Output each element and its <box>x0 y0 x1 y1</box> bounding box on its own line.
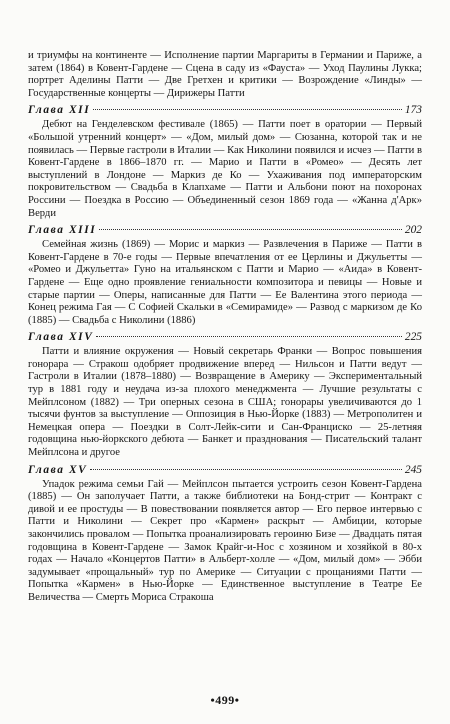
chapter-heading <box>28 223 422 237</box>
chapter-summary: Семейная жизнь (1869) — Морис и маркиз — Развлечения в Париже — Патти в Ковент-Гардене в 70-е годы — Первые впечатления от ее Церлины и Джульетты — «Ромео и Джульетта» Гуно на итальянском с Патти и Марио — «Аида» в Ковент-Гардене — Еще одно проявление гениальности композитора и певицы — Новые и старые партии — Оперы, написанные для Патти — Ее Валентина этого периода — Конец режима Гая — С Софией Скальки в «Семирамиде» — Развод с маркизом де Ко (1885) — Свадьба с Николини (1886) <box>28 239 422 326</box>
chapter-summary: Упадок режима семьи Гай — Мейплсон пытается устроить сезон Ковент-Гардена (1885) — Он заполучает Патти, а также библиотеки на Бонд-стрит — Контракт с дивой и ее простуды — В повествовании появляется автор — Его первое интервью с Патти и Николини — Секрет про «Кармен» раскрыт — Амбиции, которые закончились провалом — Попытка проанализировать героиню Бизе — Двадцать пятая годовщина в Ковент-Гардене — Замок Крайг-и-Нос с хозяином и хозяйкой в 80-х годах — Начало «Концертов Патти» в Альберт-холле — «Дом, милый дом» — Эбби задумывает «прощальный» тур по Америке — Ситуации с прощаниями Патти — Попытка «Кармен» в Нью-Йорке — Единственное выступление в Театре Ее Величества — Смерть Мориса Стракоша <box>28 478 422 603</box>
chapter-heading <box>28 330 422 344</box>
chapter-number: XII <box>68 104 91 117</box>
chapter-label: Глава <box>28 104 65 117</box>
chapter-number: XV <box>68 463 88 476</box>
dot-leader <box>90 469 402 470</box>
dot-leader <box>99 229 402 230</box>
chapter-xv <box>28 463 422 605</box>
chapter-title <box>28 103 90 117</box>
page-number: •499• <box>210 693 240 707</box>
chapter-xii <box>28 103 422 220</box>
chapter-number: XIV <box>68 331 94 344</box>
chapter-title <box>28 463 87 477</box>
chapter-summary: Дебют на Генделевском фестивале (1865) — Патти поет в оратории — Первый «Большой утренний концерт» — «Дом, милый дом» — Сюзанна, которой так и не появилась — Первые гастроли в Италии — Как Николини появился и исчез — Патти в Ковент-Гардене в 1866–1870 гг. — Марио и Патти в «Ромео» — Десять лет выступлений в Лондоне — Маркиз де Ко — Ухаживания под императорским покровительством — Свадьба в Клапхаме — Патти и Альбони поют на похоронах Россини — Поездка в Россию — Объединенный сезон 1869 года — «Жанна д'Арк» Верди <box>28 119 422 219</box>
chapter-page-number: 173 <box>404 104 422 117</box>
dot-leader <box>96 336 401 337</box>
chapter-number: XIII <box>68 224 97 237</box>
chapter-page-number: 245 <box>404 463 422 476</box>
intro-paragraph: и триумфы на континенте — Исполнение партии Маргариты в Германии и Париже, а затем (1864) в Ковент-Гардене — Сцена в саду из «Фауста» — Уход Паулины Лукка; портрет Аделины Патти — Две Гретхен и критики — Возрождение «Линды» — Государственные концерты — Дирижеры Патти <box>28 50 422 99</box>
chapter-label: Глава <box>28 331 65 344</box>
chapter-heading <box>28 103 422 117</box>
chapter-label: Глава <box>28 463 65 476</box>
chapter-title <box>28 223 96 237</box>
chapter-page-number: 225 <box>404 331 422 344</box>
chapter-xiii <box>28 223 422 327</box>
chapter-title <box>28 330 93 344</box>
chapter-summary: Патти и влияние окружения — Новый секретарь Франки — Вопрос повышения гонорара — Стракош одобряет продвижение вперед — Нильсон и Патти ведут — Гастроли в Италии (1878–1880) — Возвращение в Америку — Экспериментальный тур в 1881 году и неудача из-за плохого менеджмента — Лучшие результаты с Мейплсоном (1882) — Три оперных сезона в США; гонорары увеличиваются до 1 тысячи фунтов за выступление — Оппозиция в Нью-Йорке (1883) — Метрополитен и Немецкая опера — Поездки в Солт-Лейк-сити и Сан-Франциско — 25-летняя годовщина нью-йоркского дебюта — Банкет и празднования — Писательский талант Мейплсона и другое <box>28 346 422 459</box>
chapter-page-number: 202 <box>404 224 422 237</box>
chapter-label: Глава <box>28 224 65 237</box>
chapter-heading <box>28 463 422 477</box>
dot-leader <box>93 109 402 110</box>
chapter-xiv <box>28 330 422 459</box>
